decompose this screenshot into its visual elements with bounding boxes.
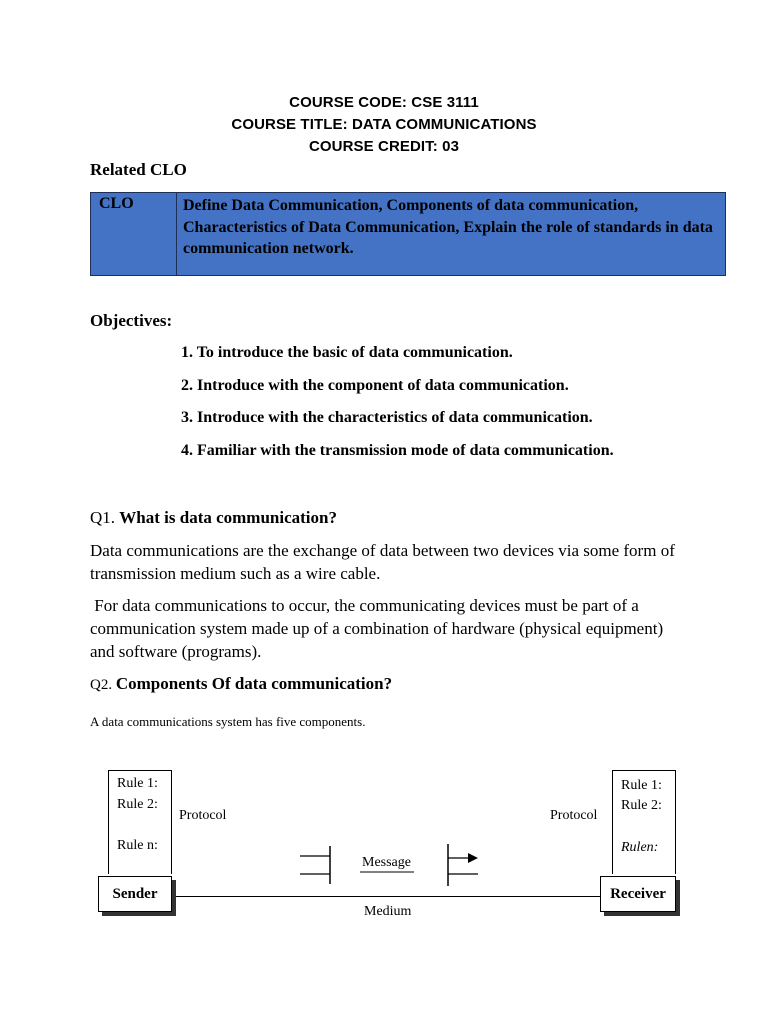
clo-table	[90, 192, 726, 276]
clo-table-value: Define Data Communication, Components of data communication, Characteristics of Data Communication, Explain the role of standards in data communication network.	[183, 197, 713, 257]
receiver-rule-2: Rule 2:	[621, 798, 662, 813]
q1-answer-2: For data communications to occur, the communicating devices must be part of a communication system made up of a combination of hardware (physical equipment) and software (programs).	[90, 596, 668, 661]
objectives-heading: Objectives:	[90, 311, 173, 330]
message-label: Message	[362, 855, 411, 870]
q2-question: Components Of data communication?	[115, 674, 393, 693]
objective-item: 1. To introduce the basic of data communication.	[181, 344, 513, 361]
q1-heading	[90, 508, 337, 528]
objective-item: 4. Familiar with the transmission mode of data communication.	[181, 442, 614, 459]
course-credit: COURSE CREDIT: 03	[308, 138, 460, 155]
medium-line	[176, 896, 604, 897]
protocol-label-left: Protocol	[179, 808, 227, 823]
q1-question: What is data communication?	[119, 508, 337, 527]
q1-answer-1: Data communications are the exchange of data between two devices via some form of transmission medium such as a wire cable.	[90, 541, 675, 583]
medium-label: Medium	[364, 904, 412, 919]
objective-item: 3. Introduce with the characteristics of data communication.	[181, 409, 593, 426]
q2-intro: A data communications system has five components.	[90, 714, 366, 729]
sender-rule-n: Rule n:	[117, 838, 158, 853]
sender-rule-1: Rule 1:	[117, 776, 158, 791]
clo-table-key: CLO	[91, 193, 177, 275]
q2-heading	[90, 674, 392, 694]
q2-prefix: Q2.	[90, 677, 116, 693]
objective-item: 2. Introduce with the component of data communication.	[181, 377, 569, 394]
receiver-device: Receiver	[600, 876, 676, 912]
protocol-label-right: Protocol	[550, 808, 598, 823]
message-arrow-icon	[468, 853, 478, 863]
course-code: COURSE CODE: CSE 3111	[289, 94, 479, 111]
course-title: COURSE TITLE: DATA COMMUNICATIONS	[231, 116, 537, 133]
q1-prefix: Q1.	[90, 508, 120, 527]
receiver-rule-n: Rulen:	[621, 840, 659, 855]
receiver-rule-1: Rule 1:	[621, 778, 662, 793]
related-clo-heading: Related CLO	[90, 160, 187, 179]
sender-rule-2: Rule 2:	[117, 797, 158, 812]
sender-device: Sender	[98, 876, 172, 912]
